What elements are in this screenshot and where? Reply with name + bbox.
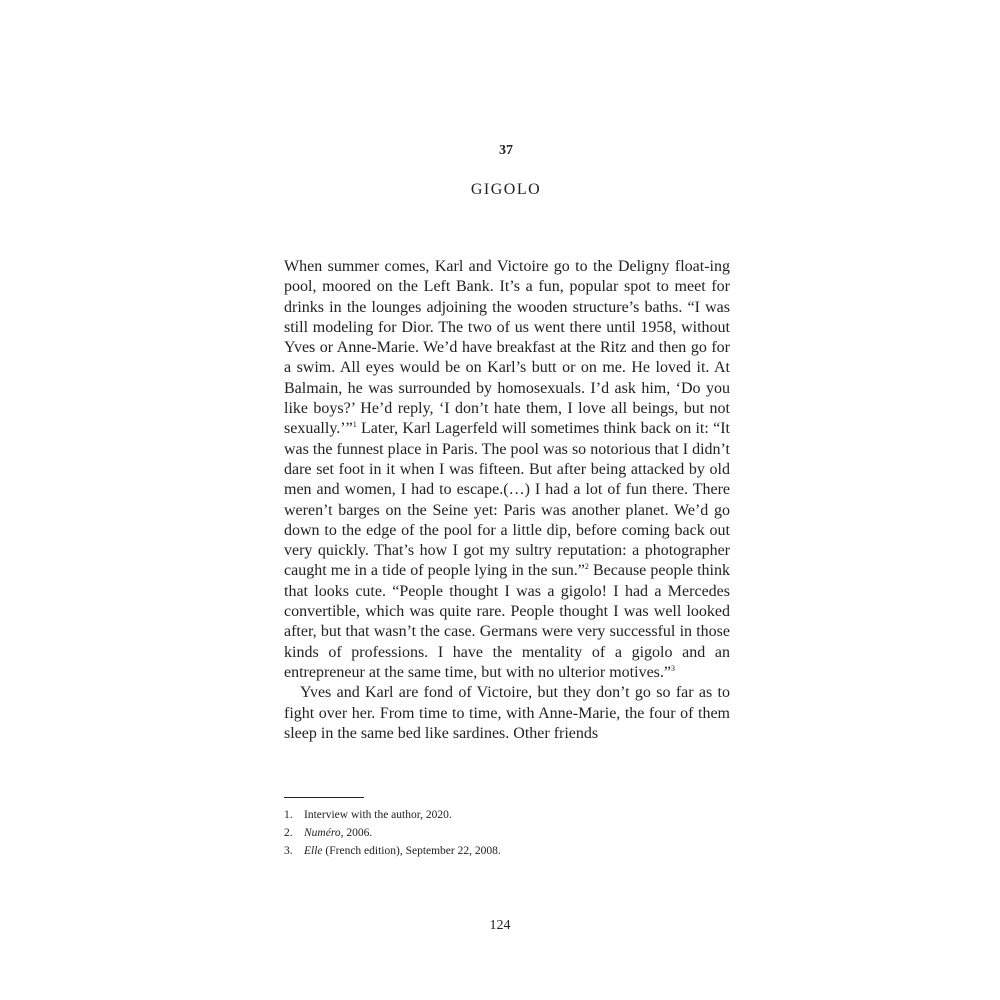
footnote-source: Elle <box>304 845 323 857</box>
body-paragraph <box>284 257 730 683</box>
footnote-text <box>304 806 452 824</box>
footnote-divider <box>284 797 364 798</box>
paragraph-text: Because people think that looks cute. “People thought I was a gigolo! I had a Mercedes convertible, which was quite rare. People thought I was well looked after, but that wasn’t the case. Germans were very successful in those kinds of professions. I have the mentality of a gigolo and an entrepreneur at the same time, but with no ulterior motives.” <box>284 562 731 681</box>
footnote-source: Numéro <box>304 827 341 839</box>
footnote-body: Interview with the author, 2020. <box>304 809 452 821</box>
chapter-body <box>284 257 730 744</box>
footnote-number: 1. <box>284 809 293 821</box>
footnote-body: (French edition), September 22, 2008. <box>322 845 501 857</box>
footnote-body: , 2006. <box>340 827 373 839</box>
footnote-reference: 1 <box>352 420 357 430</box>
footnote-item <box>284 842 730 860</box>
footnote-text <box>304 824 372 842</box>
footnote-item <box>284 824 730 842</box>
body-paragraph: Yves and Karl are fond of Victoire, but they don’t go so far as to fight over her. From time to time, with Anne-Marie, the four of them sleep in the same bed like sardines. Other friends <box>284 684 730 742</box>
page-number: 124 <box>489 918 511 933</box>
footnote-number: 2. <box>284 827 293 839</box>
chapter-number: 37 <box>499 143 513 158</box>
footnote-reference: 2 <box>584 562 589 572</box>
chapter-title: GIGOLO <box>470 181 542 198</box>
footnote-reference: 3 <box>671 663 675 673</box>
footnote-text <box>304 842 501 860</box>
paragraph-text: Later, Karl Lagerfeld will sometimes think back on it: “It was the funnest place in Paris. The pool was so notorious that I didn’t dare set foot in it when I was fifteen. But after being attacked by old men and women, I had to escape.(…) I had a lot of fun there. There weren’t barges on the Seine yet: Paris was another planet. We’d go down to the edge of the pool for a little dip, before coming back out very quickly. That’s how I got my sultry reputation: a photographer caught me in a tide of people lying in the sun.” <box>284 420 730 580</box>
footnote-number: 3. <box>284 845 293 857</box>
paragraph-text: When summer comes, Karl and Victoire go to the Deligny float-ing pool, moored on the Left Bank. It’s a fun, popular spot to meet for drinks in the lounges adjoining the wooden structure’s baths. “I was still modeling for Dior. The two of us went there until 1958, without Yves or Anne-Marie. We’d have breakfast at the Ritz and then go for a swim. All eyes would be on Karl’s butt or on me. He loved it. At Balmain, he was surrounded by homosexuals. I’d ask him, ‘Do you like boys?’ He’d reply, ‘I don’t hate them, I love all beings, but not sexually.’” <box>284 258 730 438</box>
footnotes-list <box>284 806 730 860</box>
footnote-item <box>284 806 730 824</box>
